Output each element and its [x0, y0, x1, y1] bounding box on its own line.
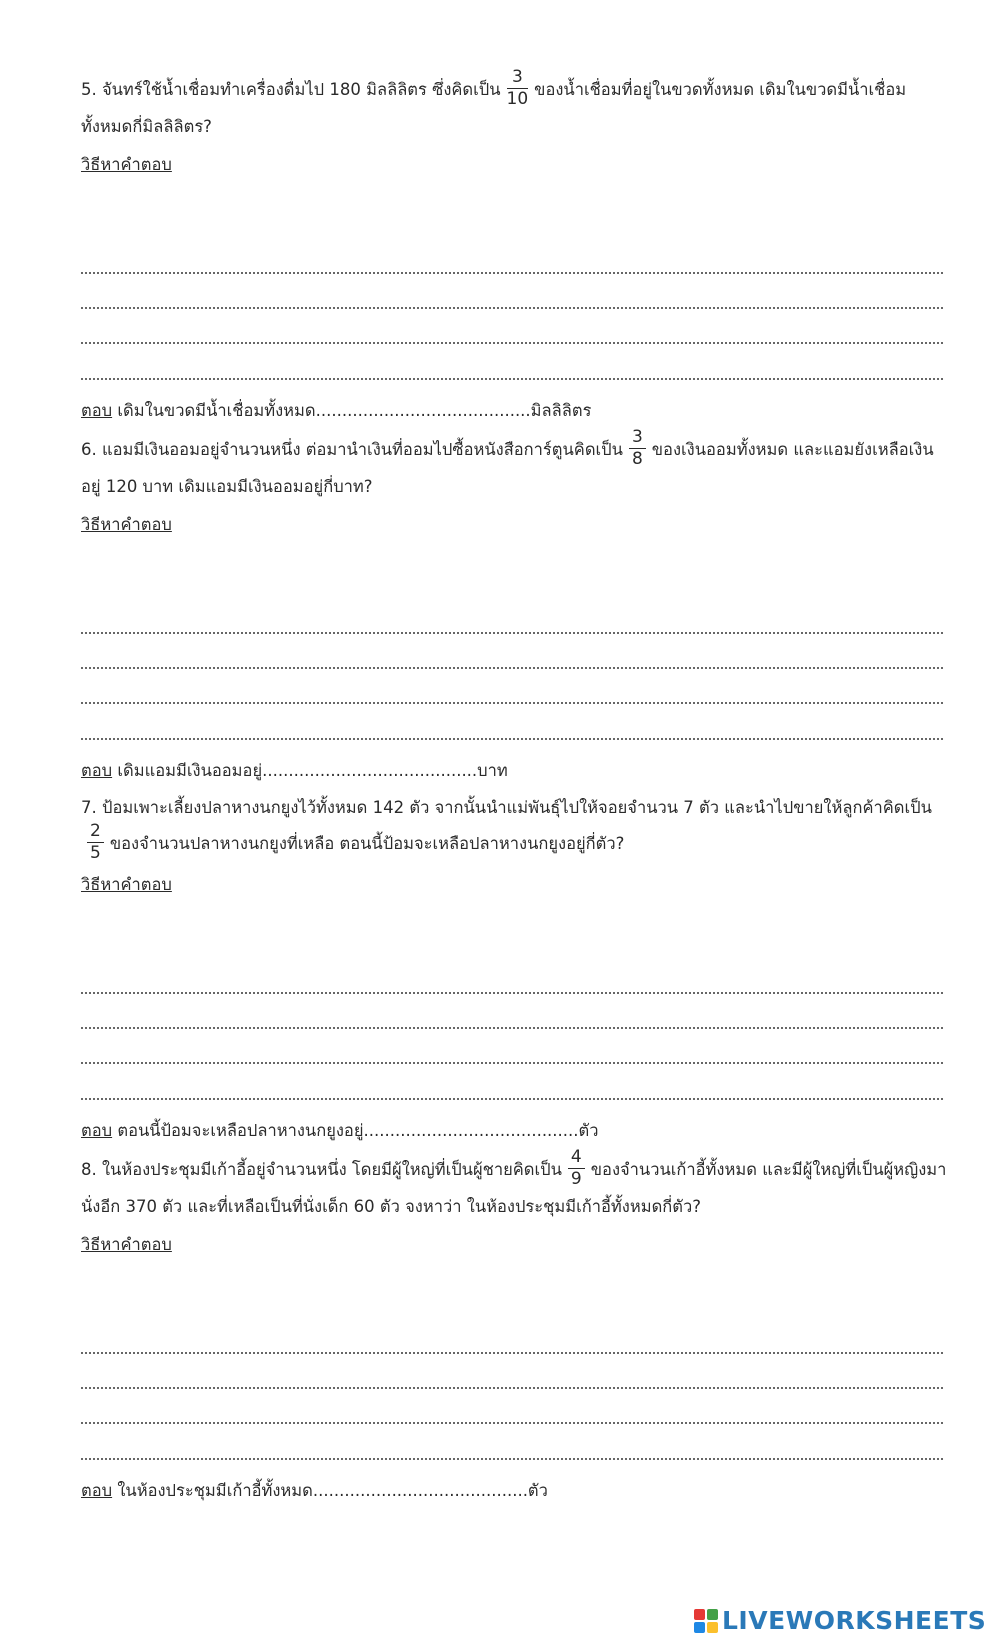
answer-line[interactable] [81, 307, 943, 309]
fraction-denominator: 10 [506, 89, 529, 109]
fraction [507, 69, 529, 108]
question-5 [81, 67, 951, 144]
answer-text[interactable]: เดิมในขวดมีน้ำเชื่อมทั้งหมด.........................................มิลลิลิตร [117, 401, 592, 420]
answer-label: ตอบ [81, 761, 113, 780]
answer-line[interactable] [81, 378, 943, 380]
logo-square [694, 1609, 705, 1620]
fraction-denominator: 9 [570, 1169, 582, 1189]
question-text-cont: ของจำนวนปลาหางนกยูงที่เหลือ ตอนนี้ป้อมจะเหลือปลาหางนกยูงอยู่กี่ตัว? [109, 834, 625, 853]
fraction [87, 823, 104, 862]
answer-text[interactable]: ตอนนี้ป้อมจะเหลือปลาหางนกยูงอยู่.........................................ตัว [117, 1121, 599, 1140]
liveworksheets-logo [694, 1606, 986, 1635]
question-text-cont: ของจำนวนเก้าอี้ทั้งหมด และมีผู้ใหญ่ที่เป็นผู้หญิงมานั่งอีก 370 ตัว และที่เหลือเป็นที่นั่งเด็ก 60 ตัว จงหาว่า ในห้องประชุมมีเก้าอี้ทั้งหมดกี่ตัว? [81, 1160, 947, 1216]
answer-line[interactable] [81, 1098, 943, 1100]
question-text-cont: ของน้ำเชื่อมที่อยู่ในขวดทั้งหมด เดิมในขวดมีน้ำเชื่อมทั้งหมดกี่มิลลิลิตร? [81, 80, 907, 136]
method-label: วิธีหาคำตอบ [81, 1235, 172, 1254]
answer-text[interactable]: ในห้องประชุมมีเก้าอี้ทั้งหมด.........................................ตัว [117, 1481, 548, 1500]
question-text: 8. ในห้องประชุมมีเก้าอี้อยู่จำนวนหนึ่ง โดยมีผู้ใหญ่ที่เป็นผู้ชายคิดเป็น [81, 1160, 562, 1179]
answer-row [81, 1118, 599, 1144]
answer-line[interactable] [81, 667, 943, 669]
answer-line[interactable] [81, 1422, 943, 1424]
answer-line[interactable] [81, 1352, 943, 1354]
logo-text: LIVEWORKSHEETS [722, 1606, 987, 1635]
question-text: 6. แอมมีเงินออมอยู่จำนวนหนึ่ง ต่อมานำเงินที่ออมไปซื้อหนังสือการ์ตูนคิดเป็น [81, 440, 623, 459]
fraction-numerator: 4 [570, 1147, 582, 1167]
question-7 [81, 791, 951, 864]
answer-line[interactable] [81, 1027, 943, 1029]
logo-grid-icon [694, 1609, 718, 1633]
question-text: 7. ป้อมเพาะเลี้ยงปลาหางนกยูงไว้ทั้งหมด 142 ตัว จากนั้นนำแม่พันธุ์ไปให้จอยจำนวน 7 ตัว และนำไปขายให้ลูกค้าคิดเป็น [81, 798, 932, 817]
answer-line[interactable] [81, 632, 943, 634]
question-text: 5. จันทร์ใช้น้ำเชื่อมทำเครื่องดื่มไป 180 มิลลิลิตร ซึ่งคิดเป็น [81, 80, 501, 99]
answer-label: ตอบ [81, 401, 113, 420]
fraction-numerator: 3 [511, 67, 523, 87]
answer-line[interactable] [81, 1387, 943, 1389]
answer-line[interactable] [81, 342, 943, 344]
answer-line[interactable] [81, 738, 943, 740]
answer-label: ตอบ [81, 1481, 113, 1500]
fraction-denominator: 8 [631, 449, 643, 469]
answer-row [81, 398, 591, 424]
method-label: วิธีหาคำตอบ [81, 515, 172, 534]
answer-line[interactable] [81, 1458, 943, 1460]
answer-label: ตอบ [81, 1121, 113, 1140]
fraction-numerator: 3 [631, 427, 643, 447]
question-6 [81, 427, 951, 504]
question-text-cont: ของเงินออมทั้งหมด และแอมยังเหลือเงินอยู่ 120 บาท เดิมแอมมีเงินออมอยู่กี่บาท? [81, 440, 934, 496]
answer-row [81, 758, 508, 784]
answer-line[interactable] [81, 702, 943, 704]
answer-line[interactable] [81, 272, 943, 274]
logo-square [707, 1609, 718, 1620]
fraction [629, 429, 646, 468]
method-label: วิธีหาคำตอบ [81, 155, 172, 174]
question-8 [81, 1147, 951, 1224]
logo-square [707, 1622, 718, 1633]
logo-square [694, 1622, 705, 1633]
method-label: วิธีหาคำตอบ [81, 875, 172, 894]
fraction-denominator: 5 [90, 843, 101, 863]
answer-row [81, 1478, 548, 1504]
fraction-numerator: 2 [90, 821, 101, 841]
answer-line[interactable] [81, 992, 943, 994]
fraction [568, 1149, 585, 1188]
answer-line[interactable] [81, 1062, 943, 1064]
answer-text[interactable]: เดิมแอมมีเงินออมอยู่.........................................บาท [117, 761, 508, 780]
